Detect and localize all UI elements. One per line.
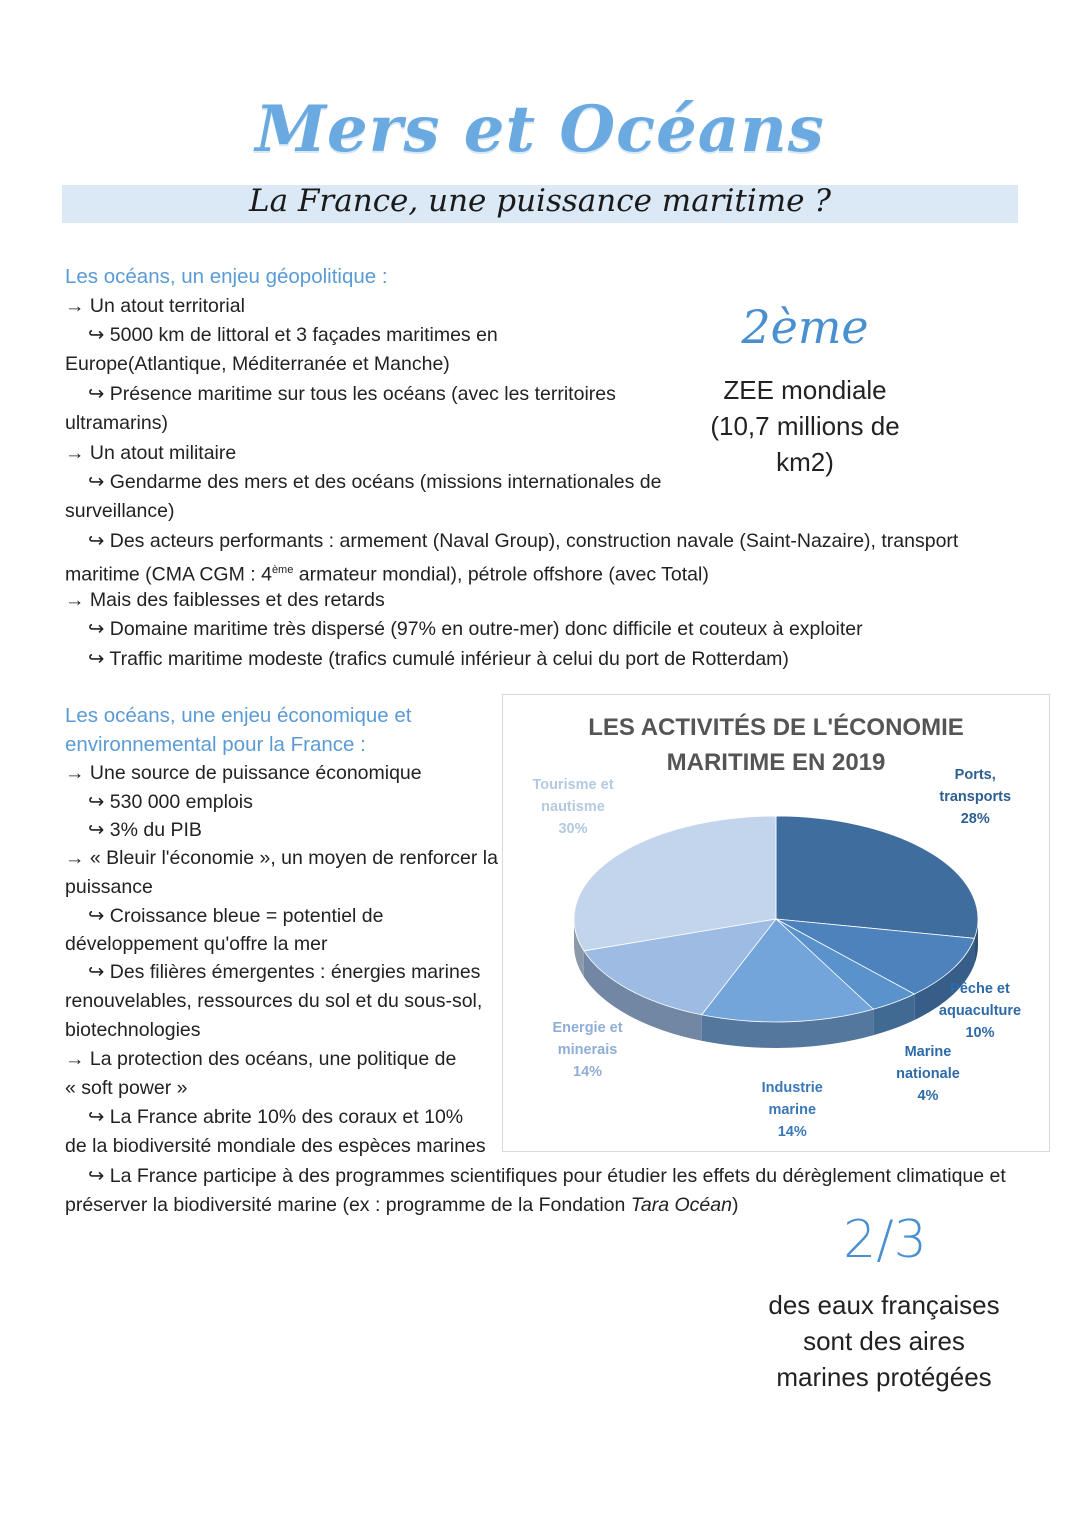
pie-label <box>910 764 1040 830</box>
section2-line: ↪ Croissance bleue = potentiel de <box>88 905 384 927</box>
pie-label-text: Energie et <box>552 1019 623 1036</box>
pie-label-text: Tourisme et <box>532 776 614 793</box>
section1-line: ↪ Gendarme des mers et des océans (missions internationales de <box>88 471 662 493</box>
stat-fraction-caption <box>745 1287 1023 1395</box>
pie-slice-0 <box>776 816 978 938</box>
section2-line: → Une source de puissance économique <box>65 762 422 784</box>
tara-text-a: préserver la biodiversité marine (ex : programme de la Fondation <box>65 1194 631 1216</box>
pie-label-text: marine <box>768 1101 817 1118</box>
pie-label-value: 30% <box>558 820 588 837</box>
pie-label-text: Ports, <box>954 767 996 784</box>
section2-line: ↪ 530 000 emplois <box>88 791 253 813</box>
pie-label <box>727 1077 857 1143</box>
stat-rank-line: (10,7 millions de <box>710 411 900 441</box>
section1-line: surveillance) <box>65 500 175 522</box>
pie-label-value: 4% <box>917 1087 939 1104</box>
section1-line: → Mais des faiblesses et des retards <box>65 589 385 611</box>
page-subtitle: La France, une puissance maritime ? <box>249 183 831 219</box>
section2-line: renouvelables, ressources du sol et du sous-sol, <box>65 990 483 1012</box>
section2-line: puissance <box>65 876 153 898</box>
stat-rank-line: km2) <box>776 447 834 477</box>
pie-label-value: 14% <box>777 1123 807 1140</box>
pie-label-value: 28% <box>960 811 990 828</box>
section2-line: développement qu'offre la mer <box>65 933 328 955</box>
section2-line: « soft power » <box>65 1077 188 1099</box>
cma-superscript: ème <box>271 564 294 576</box>
section2-line: biotechnologies <box>65 1019 201 1041</box>
section2-heading: environnemental pour la France : <box>65 733 366 756</box>
pie-label <box>915 978 1045 1044</box>
page-title: Mers et Océans <box>255 92 825 167</box>
section2-line: ↪ La France participe à des programmes scientifiques pour étudier les effets du dérèglement climatique et <box>88 1165 1006 1187</box>
pie-label-value: 14% <box>573 1063 603 1080</box>
stat-fraction: 2/3 <box>843 1210 927 1270</box>
section1-line: Europe(Atlantique, Méditerranée et Manche) <box>65 353 450 375</box>
section1-heading: Les océans, un enjeu géopolitique : <box>65 265 388 288</box>
pie-label-text: transports <box>939 789 1012 806</box>
pie-label-text: Pêche et <box>950 981 1010 998</box>
section1-line: ↪ Traffic maritime modeste (trafics cumulé inférieur à celui du port de Rotterdam) <box>88 648 789 670</box>
pie-label <box>863 1041 993 1107</box>
cma-text-b: armateur mondial), pétrole offshore (avec Total) <box>293 563 709 586</box>
section2-line-tara <box>65 1191 738 1220</box>
section2-line: ↪ La France abrite 10% des coraux et 10% <box>88 1106 464 1128</box>
section2-line: → La protection des océans, une politique de <box>65 1048 457 1070</box>
stat-fraction-line: marines protégées <box>776 1362 992 1392</box>
pie-label-text: nationale <box>896 1065 960 1082</box>
section2-line: ↪ 3% du PIB <box>88 819 202 841</box>
pie-label-value: 10% <box>965 1025 995 1042</box>
section1-line: → Un atout territorial <box>65 295 245 317</box>
cma-text-a: maritime (CMA CGM : 4 <box>65 563 272 586</box>
section1-line: ↪ 5000 km de littoral et 3 façades maritimes en <box>88 324 498 346</box>
pie-label-text: Marine <box>904 1043 952 1060</box>
stat-fraction-line: sont des aires <box>803 1326 965 1356</box>
section1-line: → Un atout militaire <box>65 442 237 464</box>
stat-rank: 2ème <box>741 300 869 354</box>
pie-label-text: minerais <box>557 1041 618 1058</box>
pie-label-text: aquaculture <box>938 1003 1022 1020</box>
tara-text-b: ) <box>731 1194 739 1216</box>
section2-line: ↪ Des filières émergentes : énergies marines <box>88 961 481 983</box>
section1-line-cma <box>65 556 709 590</box>
section2-line: de la biodiversité mondiale des espèces marines <box>65 1135 486 1157</box>
section2-heading: Les océans, une enjeu économique et <box>65 704 412 727</box>
stat-fraction-line: des eaux françaises <box>768 1290 1000 1320</box>
stat-rank-line: ZEE mondiale <box>723 375 887 405</box>
chart-title-line: LES ACTIVITÉS DE L'ÉCONOMIE <box>588 714 964 741</box>
pie-label-text: Industrie <box>761 1079 823 1096</box>
chart-title-line: MARITIME EN 2019 <box>666 749 886 776</box>
section1-line: ↪ Domaine maritime très dispersé (97% en outre-mer) donc difficile et couteux à exploiter <box>88 618 863 640</box>
section1-line: ultramarins) <box>65 412 168 434</box>
section1-line: ↪ Présence maritime sur tous les océans (avec les territoires <box>88 383 616 405</box>
pie-label <box>523 1017 653 1083</box>
section1-line: ↪ Des acteurs performants : armement (Naval Group), construction navale (Saint-Nazaire), transport <box>88 530 959 552</box>
pie-label-text: nautisme <box>541 798 605 815</box>
tara-italic: Tara Océan <box>630 1194 732 1216</box>
section2-line: → « Bleuir l'économie », un moyen de renforcer la <box>65 847 498 869</box>
stat-rank-caption <box>690 372 920 480</box>
pie-label <box>508 774 638 840</box>
